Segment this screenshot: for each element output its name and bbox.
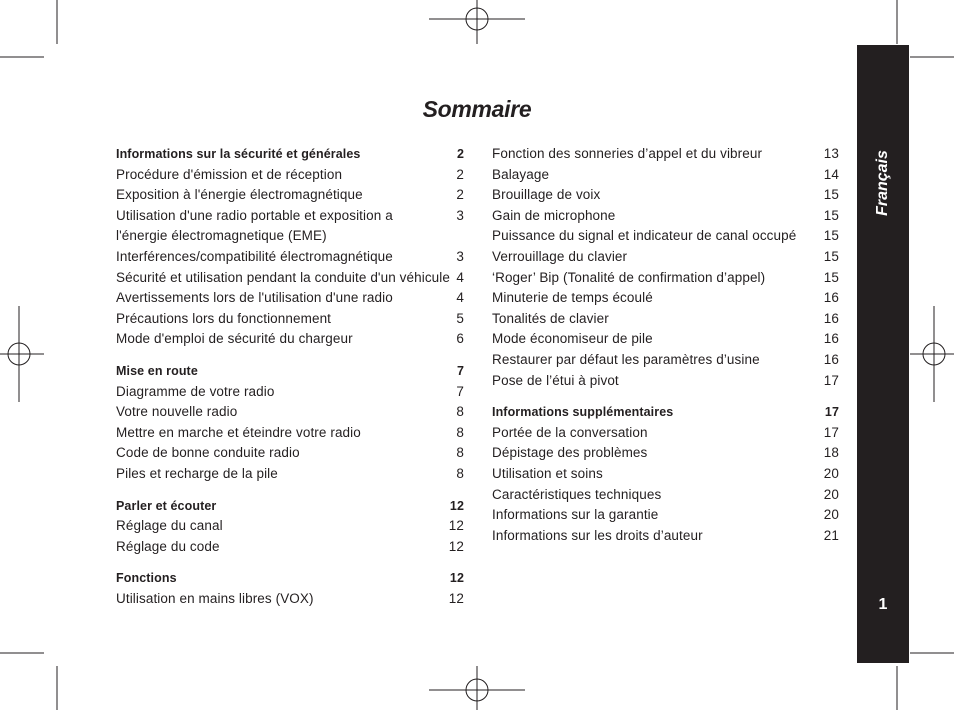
toc-entry-page: 12 <box>448 518 464 534</box>
toc-entry <box>492 505 839 526</box>
toc-entry <box>492 268 839 289</box>
toc-entry-label: Utilisation et soins <box>492 465 603 481</box>
toc-entry <box>492 423 839 444</box>
toc-entry <box>116 464 464 485</box>
toc-entry-page: 12 <box>448 538 464 554</box>
toc-entry-page: 6 <box>456 331 464 347</box>
toc-entry-label: Informations sur les droits d’auteur <box>492 527 703 543</box>
toc-entry-label: Mode économiseur de pile <box>492 331 653 347</box>
toc-entry-label: Tonalités de clavier <box>492 310 609 326</box>
toc-section <box>116 568 464 609</box>
toc-entry-page: 21 <box>823 527 839 543</box>
toc-entry <box>116 402 464 423</box>
toc-section-heading <box>116 144 464 165</box>
toc-entry-label: ‘Roger’ Bip (Tonalité de confirmation d’appel) <box>492 269 766 285</box>
toc-entry <box>492 309 839 330</box>
toc-entry-label: Sécurité et utilisation pendant la conduite d'un véhicule <box>116 269 450 285</box>
toc-entry <box>492 329 839 350</box>
toc-entry <box>116 443 464 464</box>
toc-entry-page: 3 <box>456 207 464 223</box>
toc-section <box>492 144 839 391</box>
toc-entry-page: 8 <box>456 465 464 481</box>
toc-entry-label: Brouillage de voix <box>492 187 601 203</box>
toc-entry-label: Gain de microphone <box>492 207 616 223</box>
toc-entry-label: Votre nouvelle radio <box>116 404 238 420</box>
toc-entry-label: Utilisation d'une radio portable et exposition a l'énergie électromagnetique (EME) <box>116 207 393 244</box>
toc-entry <box>116 589 464 610</box>
toc-entry-page: 8 <box>456 424 464 440</box>
toc-entry <box>492 288 839 309</box>
language-tab-label: Français <box>874 150 891 216</box>
toc-entry <box>492 165 839 186</box>
toc-section-heading <box>116 496 464 517</box>
toc-entry-label: Réglage du canal <box>116 518 223 534</box>
toc-entry <box>492 485 839 506</box>
page-number: 1 <box>878 596 888 613</box>
toc-entry-page: 15 <box>823 187 839 203</box>
toc-entry-page: 12 <box>448 590 464 606</box>
toc-entry <box>492 526 839 547</box>
toc-entry-label: Puissance du signal et indicateur de canal occupé <box>492 228 797 244</box>
registration-target-left <box>0 306 44 402</box>
page-title: Sommaire <box>422 96 532 122</box>
toc-entry-label: Utilisation en mains libres (VOX) <box>116 590 314 606</box>
toc-entry <box>492 443 839 464</box>
toc-section <box>116 496 464 558</box>
toc-entry-label: Minuterie de temps écoulé <box>492 290 653 306</box>
toc-entry-page: 17 <box>823 424 839 440</box>
toc-section <box>492 402 839 546</box>
toc-entry-label: Informations supplémentaires <box>492 405 674 420</box>
toc-entry-label: Fonction des sonneries d’appel et du vibreur <box>492 146 763 161</box>
toc-left-column <box>116 144 464 620</box>
toc-entry-page: 2 <box>456 166 464 182</box>
toc-entry <box>116 423 464 444</box>
toc-entry-label: Dépistage des problèmes <box>492 445 648 461</box>
toc-entry-label: Piles et recharge de la pile <box>116 465 278 481</box>
toc-entry-label: Restaurer par défaut les paramètres d’usine <box>492 351 760 367</box>
toc-entry-label: Fonctions <box>116 571 177 586</box>
toc-entry-label: Parler et écouter <box>116 498 217 513</box>
toc-entry-page: 17 <box>824 405 839 420</box>
toc-entry-page: 12 <box>449 571 464 586</box>
toc-entry-page: 3 <box>456 248 464 264</box>
toc-entry-label: Mise en route <box>116 363 198 378</box>
toc-entry-label: Portée de la conversation <box>492 424 648 440</box>
toc-entry-page: 15 <box>823 269 839 285</box>
toc-entry <box>492 464 839 485</box>
toc-entry <box>116 268 464 289</box>
toc-entry <box>116 382 464 403</box>
toc-entry-page: 7 <box>456 383 464 399</box>
registration-target-top <box>429 0 525 44</box>
toc-entry-page: 16 <box>823 310 839 326</box>
registration-target-bottom <box>429 666 525 710</box>
toc-entry-label: Verrouillage du clavier <box>492 248 628 264</box>
toc-entry-page: 20 <box>823 486 839 502</box>
toc-entry-page: 16 <box>823 331 839 347</box>
toc-entry <box>492 226 839 247</box>
toc-entry-label: Informations sur la garantie <box>492 507 659 523</box>
toc-entry-page: 2 <box>456 147 464 161</box>
toc-entry-page: 20 <box>823 465 839 481</box>
toc-entry-page: 15 <box>823 228 839 244</box>
toc-entry-page: 15 <box>823 207 839 223</box>
toc-entry-label: Diagramme de votre radio <box>116 383 275 399</box>
toc-entry-label: Avertissements lors de l'utilisation d'une radio <box>116 290 393 306</box>
toc-section <box>116 144 464 350</box>
toc-entry-page: 18 <box>823 445 839 461</box>
toc-entry-page: 8 <box>456 404 464 420</box>
toc-entry-page: 2 <box>456 187 464 203</box>
toc-entry <box>116 288 464 309</box>
toc-entry <box>492 371 839 392</box>
toc-entry <box>116 206 464 247</box>
toc-entry <box>116 329 464 350</box>
toc-entry <box>492 247 839 268</box>
toc-right-column <box>492 144 839 557</box>
toc-entry-label: Caractéristiques techniques <box>492 486 662 502</box>
toc-entry <box>116 185 464 206</box>
toc-entry-label: Exposition à l'énergie électromagnétique <box>116 187 363 203</box>
toc-entry-page: 12 <box>449 498 464 513</box>
toc-entry-page: 7 <box>456 363 464 378</box>
toc-entry <box>492 206 839 227</box>
toc-entry-page: 14 <box>823 166 839 182</box>
toc-entry-label: Réglage du code <box>116 538 220 554</box>
toc-entry-label: Informations sur la sécurité et générales <box>116 147 361 161</box>
toc-entry-page: 8 <box>456 445 464 461</box>
toc-entry-page: 15 <box>823 248 839 264</box>
toc-entry-page: 16 <box>823 290 839 306</box>
toc-entry <box>492 185 839 206</box>
toc-entry-label: Code de bonne conduite radio <box>116 445 300 461</box>
toc-entry <box>116 537 464 558</box>
toc-entry <box>116 247 464 268</box>
toc-section-heading <box>116 568 464 589</box>
toc-entry-label: Procédure d'émission et de réception <box>116 166 343 182</box>
toc-entry-page: 5 <box>456 310 464 326</box>
toc-entry-label: Pose de l’étui à pivot <box>492 372 619 388</box>
toc-section-heading <box>492 402 839 423</box>
language-side-tab <box>857 45 909 663</box>
toc-entry-label: Mettre en marche et éteindre votre radio <box>116 424 361 440</box>
toc-entry <box>116 516 464 537</box>
toc-entry-label: Interférences/compatibilité électromagnétique <box>116 248 393 264</box>
toc-entry-label: Balayage <box>492 166 550 182</box>
toc-entry-page: 4 <box>456 290 464 306</box>
toc-entry <box>116 309 464 330</box>
registration-target-right <box>910 306 954 402</box>
toc-section <box>116 361 464 485</box>
toc-entry-page: 20 <box>823 507 839 523</box>
toc-entry-label: Précautions lors du fonctionnement <box>116 310 332 326</box>
toc-entry <box>492 350 839 371</box>
toc-entry <box>492 144 839 165</box>
toc-entry-page: 13 <box>823 146 839 161</box>
toc-entry <box>116 165 464 186</box>
toc-entry-page: 17 <box>823 372 839 388</box>
toc-entry-page: 4 <box>456 269 464 285</box>
toc-entry-label: Mode d'emploi de sécurité du chargeur <box>116 331 353 347</box>
toc-entry-page: 16 <box>823 351 839 367</box>
toc-section-heading <box>116 361 464 382</box>
